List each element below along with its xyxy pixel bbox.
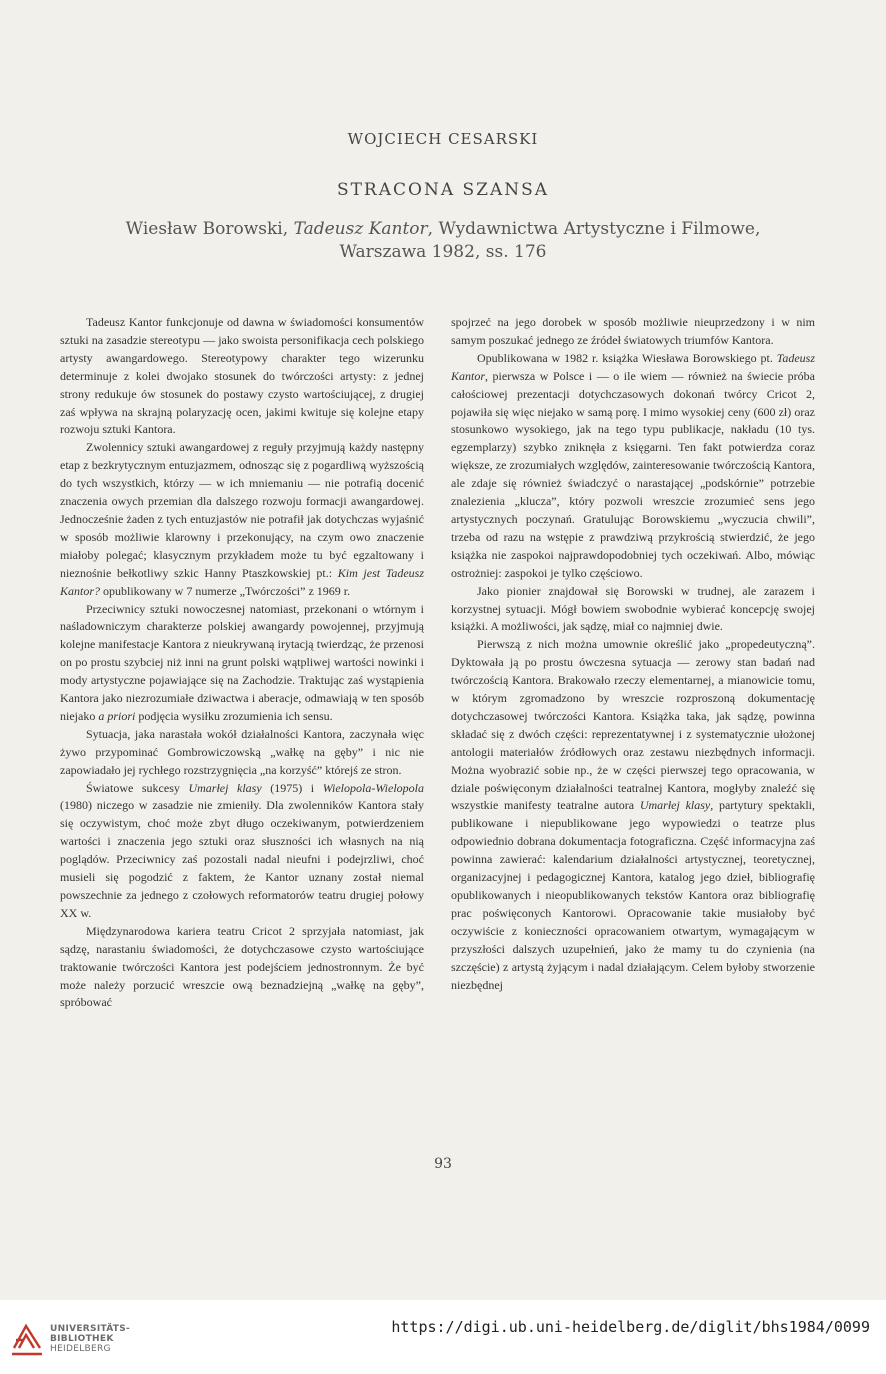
italic-title: Umarłej klasy	[639, 798, 711, 813]
italic-title: Tadeusz Kantor	[451, 350, 815, 383]
paragraph: Przeciwnicy sztuki nowoczesnej natomiast, przekonani o wtórnym i naśladowniczym charakterze polskiej awangardy powojennej, przyjmują kolejne manifestacje Kantora z nieukrywaną irytacją twierdząc, że przenosi on po prostu szybciej niż inni na grunt polski wątpliwej wartości nowinki i mody artystyczne pojawiające się na Zachodzie. Traktując zaś wystąpienia Kantora jako niezrozumiałe dziwactwa i aberacje, odmawiają w ten sposób niejako a priori podjęcia wysiłku zrozumienia ich sensu.	[60, 601, 424, 723]
right-column	[451, 314, 815, 994]
library-logo-icon	[10, 1318, 44, 1358]
article-author: WOJCIECH CESARSKI	[347, 130, 539, 148]
citation-author: Wiesław Borowski,	[125, 219, 294, 239]
source-url-link[interactable]: https://digi.ub.uni-heidelberg.de/diglit/bhs1984/0099	[391, 1318, 870, 1336]
paragraph: Tadeusz Kantor funkcjonuje od dawna w świadomości konsumentów sztuki na zasadzie stereotypu — jako swoista personifikacja cech polskiego artysty awangardowego. Stereotypowy charakter tego wizerunku determinuje z kolei dwojako stosunek do twórczości artysty: z jednej strony redukuje ów stosunek do postawy czysto wartościującej, z drugiej zaś wpływa na skrajną polaryzację ocen, jakimi kwituje się kolejne etapy rozwoju sztuki Kantora.	[60, 315, 424, 437]
paragraph: Sytuacja, jaka narastała wokół działalności Kantora, zaczynała więc żywo przypominać Gombrowiczowską „wałkę na gęby” i nic nie zapowiadało jej rychłego rozstrzygnięcia „na korzyść” którejś ze stron.	[60, 726, 424, 777]
paragraph: Światowe sukcesy Umarłej klasy (1975) i Wielopola-Wielopola (1980) niczego w zasadzie nie zmieniły. Dla zwolenników Kantora stały się oczywistym, choć może zbyt długo oczekiwanym, potwierdzeniem wartości i znaczenia jego sztuki oraz słuszności ich własnych na nią poglądów. Przeciwnicy zaś pozostali nadal nieufni i podejrzliwi, choć musieli się pogodzić z faktem, że Kantor uznany został niemal powszechnie za jednego z czołowych reformatorów teatru drugiej połowy XX w.	[60, 780, 425, 920]
paragraph: Opublikowana w 1982 r. książka Wiesława Borowskiego pt. Tadeusz Kantor, pierwsza w Polsce i — o ile wiem — również na świecie próba całościowej prezentacji dotychczasowych dokonań twórcy Cricot 2, pojawiła się więc niejako w samą porę. I mimo wysokiej ceny (600 zł) oraz stosunkowo wysokiego, jak na tego typu publikacje, nakładu (10 tys. egzemplarzy) szybko zniknęła z księgarni. Ten fakt potwierdza coraz większe, ze zrozumiałych względów, zainteresowanie twórczością Kantora, ale zdaje się również świadczyć o narastającej „podskórnie” potrzebie znalezienia „klucza”, który pozwoli wreszcie zrozumieć sens jego artystycznych poczynań. Gratulując Borowskiemu „wyczucia chwili”, trzeba od razu na wstępie z prawdziwą przykrością stwierdzić, że jego książka nie zaspokoi najprawdopodobniej tych oczekiwań. Albo, mówiąc ostrożniej: zaspokoi je tylko częściowo.	[451, 350, 815, 580]
paragraph: Zwolennicy sztuki awangardowej z reguły przyjmują każdy następny etap z bezkrytycznym entuzjazmem, odnosząc się z pogardliwą wyższością do tych wszystkich, którzy — w ich mniemaniu — nie potrafią docenić znaczenia owych przemian dla dalszego rozwoju formacji awangardowej. Jednocześnie żaden z tych entuzjastów nie potrafił jak dotychczas wyjaśnić w sposób możliwie klarowny i przekonujący, na czym owo znaczenie miałoby polegać; klasycznym przykładem może tu być egzaltowany i nieznośnie bełkotliwy szkic Hanny Ptaszkowskiej pt.: Kim jest Tadeusz Kantor? opublikowany w 7 numerze „Twórczości” z 1969 r.	[60, 440, 425, 598]
italic-title: Kim jest Tadeusz Kantor?	[60, 565, 425, 598]
paragraph: Międzynarodowa kariera teatru Cricot 2 sprzyjała natomiast, jak sądzę, narastaniu świadomości, że dotychczasowe czysto wartościujące traktowanie twórczości Kantora jest podejściem jednostronnym. Że być może należy porzucić wreszcie ową beznadziejną „wałkę na gęby”, spróbować	[60, 923, 424, 1010]
page-number: 93	[434, 1156, 452, 1172]
citation-publisher: , Wydawnictwa Artystyczne i Filmowe,	[427, 219, 761, 239]
paragraph: Pierwszą z nich można umownie określić jako „propedeutyczną”. Dyktowała ją po prostu ówczesna sytuacja — zerowy stan badań nad twórczością Kantora. Brakowało rzeczy elementarnej, a mianowicie tomu, w którym zgromadzono by wreszcie rozproszoną dokumentację dotychczasowej twórczości Kantora. Książka taka, jak sądzę, powinna składać się z dwóch części: reprezentatywnej i z systematycznie ułożonej antologii materiałów źródłowych oraz zestawu niezbędnych informacji. Można wyobrazić sobie np., że w części pierwszej tego opracowania, w dziale poświęconym działalności teatralnej Kantora, mogłyby znaleźć się wszystkie manifesty teatralne autora Umarłej klasy, partytury spektakli, publikowane i niepublikowane jego wypowiedzi o teatrze plus odpowiednio dobrana dokumentacja fotograficzna. Część informacyjna zaś powinna zawierać: kalendarium działalności artystycznej, teoretycznej, organizacyjnej i pedagogicznej Kantora, katalog jego dzieł, bibliografię opublikowanych i nieopublikowanych tekstów Kantora oraz bibliografię prac poświęconych Kantorowi. Opracowanie takie musiałoby być oczywiście z konieczności opracowaniem otwartym, wymagającym w przyszłości dalszych uzupełnień, jako że mamy tu do czynienia (na szczęście) z artystą żyjącym i nadal działającym. Celem byłoby stworzenie niezbędnej	[451, 637, 816, 992]
book-citation	[80, 218, 806, 264]
citation-book-title: Tadeusz Kantor	[293, 219, 428, 239]
citation-place-year: Warszawa 1982, ss. 176	[339, 242, 547, 262]
library-footer	[0, 1300, 886, 1374]
paragraph: Jako pionier znajdował się Borowski w trudnej, ale zarazem i korzystnej sytuacji. Mógł bowiem swobodnie wybierać koncepcję swojej książki. A możliwości, jak sądzę, miał co najmniej dwie.	[451, 583, 815, 634]
italic-title: Wielopola-Wielopola	[322, 780, 425, 795]
library-name: UNIVERSITÄTS- BIBLIOTHEK HEIDELBERG	[50, 1324, 131, 1354]
article-title: STRACONA SZANSA	[336, 180, 550, 200]
italic-title: Umarłej klasy	[188, 780, 262, 795]
paragraph: spojrzeć na jego dorobek w sposób możliwie nieuprzedzony i w nim samym poszukać jednego ze źródeł światowych triumfów Kantora.	[451, 315, 815, 347]
left-column	[60, 314, 424, 1012]
italic-phrase: a priori	[98, 708, 136, 723]
